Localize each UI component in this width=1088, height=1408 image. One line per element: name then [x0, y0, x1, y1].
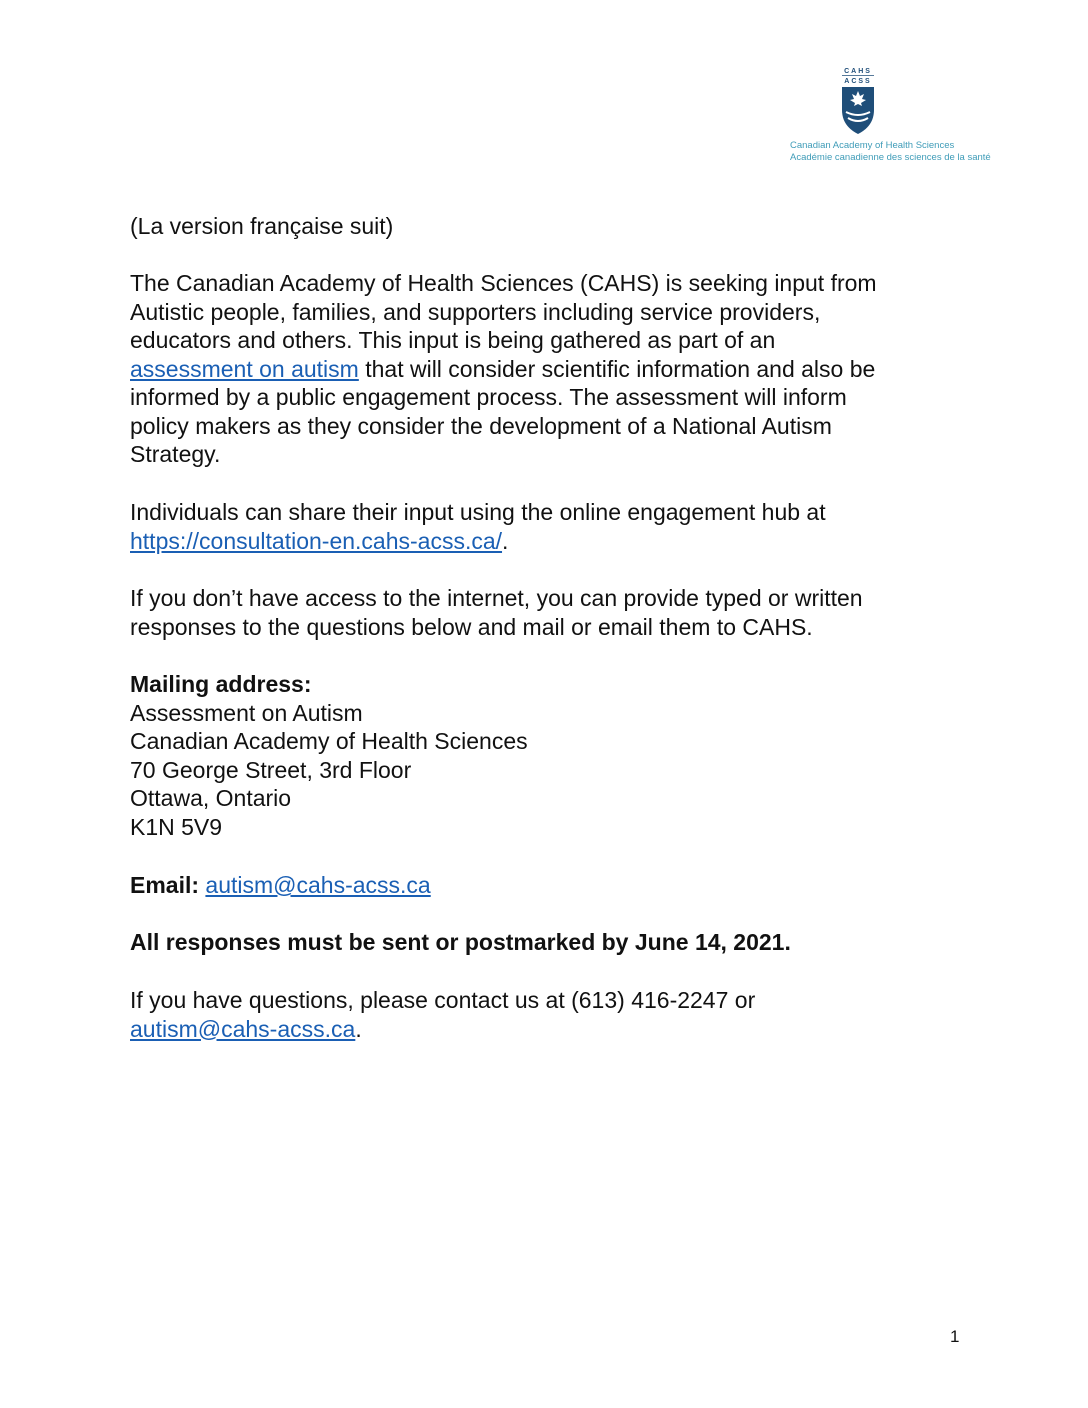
paragraph-text: . — [502, 527, 509, 554]
intro-line: (La version française suit) — [130, 213, 394, 239]
paragraph-line: Individuals can share their input using the online engagement hub at — [130, 499, 826, 525]
contact-email-link[interactable]: autism@cahs-acss.ca — [130, 1015, 356, 1042]
paragraph-line — [130, 355, 960, 384]
contact-block — [130, 986, 960, 1043]
page-number: 1 — [950, 1327, 960, 1346]
address-line: Canadian Academy of Health Sciences — [130, 728, 528, 754]
paragraph-line — [130, 527, 960, 556]
address-line: Assessment on Autism — [130, 699, 363, 726]
paragraph-line: educators and others. This input is being gathered as part of an — [130, 327, 776, 353]
cahs-logo — [780, 66, 991, 166]
mailing-address-heading: Mailing address: — [130, 671, 312, 697]
email-link[interactable]: autism@cahs-acss.ca — [205, 872, 431, 898]
email-label: Email: — [130, 872, 200, 898]
deadline-notice — [130, 928, 960, 957]
paragraph-text: that will consider scientific information and also be — [358, 355, 876, 382]
paragraph-line: responses to the questions below and mail or email them to CAHS. — [130, 613, 813, 640]
address-line: K1N 5V9 — [130, 813, 223, 840]
paragraph-line: Autistic people, families, and supporters including service providers, — [130, 298, 821, 325]
logo-name-english: Canadian Academy of Health Sciences — [790, 140, 955, 151]
paragraph-text: . — [355, 1015, 362, 1042]
paragraph-intro — [130, 269, 960, 469]
address-line: Ottawa, Ontario — [130, 785, 292, 811]
svg-text:ACSS: ACSS — [844, 78, 872, 85]
cahs-shield-icon — [838, 66, 878, 136]
french-version-note — [130, 212, 960, 241]
mailing-address-block — [130, 670, 960, 841]
paragraph-line: informed by a public engagement process. The assessment will inform — [130, 384, 847, 410]
email-block — [130, 871, 960, 900]
contact-line — [130, 1015, 960, 1044]
consultation-hub-link[interactable]: https://consultation-en.cahs-acss.ca/ — [130, 527, 503, 554]
logo-name-french: Académie canadienne des sciences de la santé — [790, 152, 991, 163]
paragraph-line: If you don’t have access to the internet, you can provide typed or written — [130, 585, 863, 611]
paragraph-line: The Canadian Academy of Health Sciences (CAHS) is seeking input from — [130, 270, 877, 296]
contact-line: If you have questions, please contact us at (613) 416-2247 or — [130, 987, 756, 1013]
paragraph-engagement-hub — [130, 498, 960, 555]
address-line: 70 George Street, 3rd Floor — [130, 756, 412, 783]
svg-text:CAHS: CAHS — [844, 68, 872, 75]
paragraph-line: policy makers as they consider the development of a National Autism — [130, 412, 832, 439]
email-line — [130, 871, 960, 900]
deadline-line: All responses must be sent or postmarked by June 14, 2021. — [130, 929, 791, 955]
paragraph-offline-access — [130, 584, 960, 641]
paragraph-line: Strategy. — [130, 441, 221, 467]
assessment-on-autism-link[interactable]: assessment on autism — [130, 355, 359, 382]
